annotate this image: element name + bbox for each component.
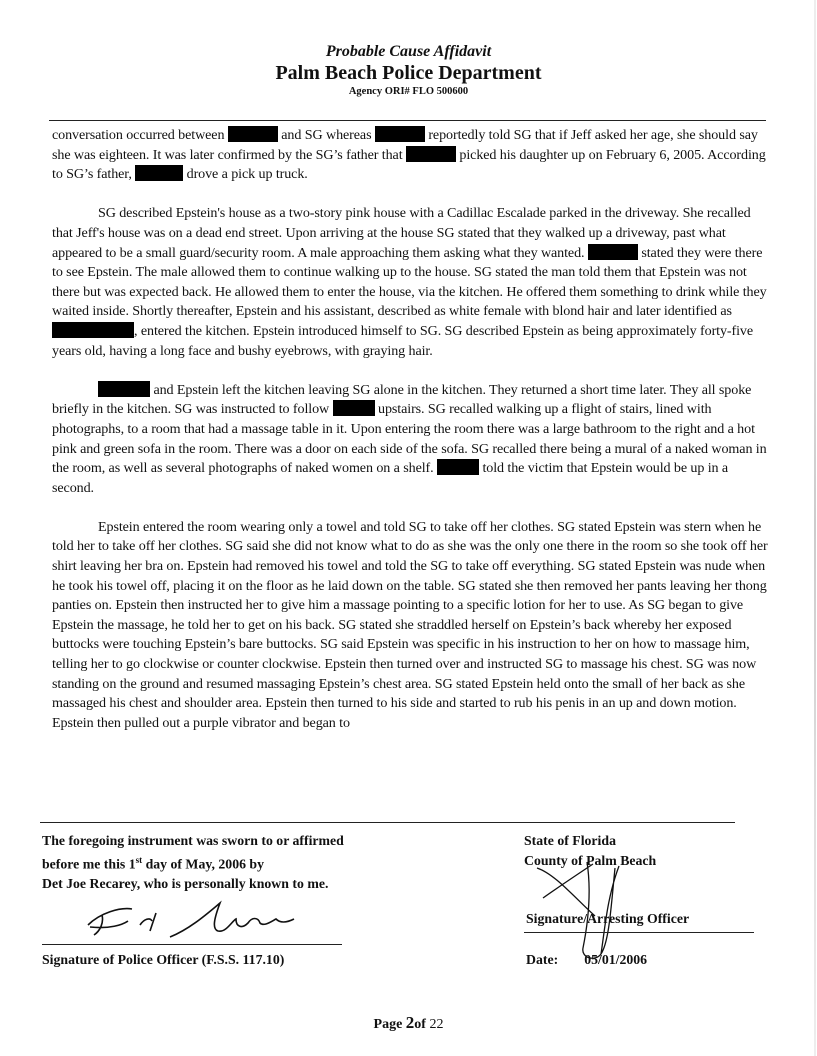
affidavit-title: Probable Cause Affidavit <box>325 43 492 60</box>
p2-text-3: , entered the kitchen. Epstein introduced himself to SG. SG described Epstein as being approximately forty-five years old, having a long face and bushy eyebrows, with graying hair. <box>52 322 754 359</box>
officer-signature-caption: Signature of Police Officer (F.S.S. 117.10) <box>42 952 285 967</box>
redaction-box <box>375 126 425 142</box>
scan-edge <box>814 0 816 1056</box>
page-current: 2 <box>405 1013 415 1032</box>
affidavit-body <box>52 126 770 753</box>
page-of: of <box>414 1017 426 1032</box>
department-name: Palm Beach Police Department <box>275 62 542 84</box>
redaction-box <box>588 244 638 260</box>
sworn-line-3: Det Joe Recarey, who is personally known to me. <box>42 875 329 891</box>
redaction-box <box>98 381 150 397</box>
redaction-box <box>333 400 375 416</box>
county-label: County of Palm Beach <box>524 852 657 868</box>
p3-text-2: upstairs. SG recalled walking up a flight of stairs, lined with photographs, to a room that had a massage table in it. Upon entering the room there was a large bathroom to the right and a hot pink and green sofa in the room. There was a door on each side of the sofa. SG recalled there being a mural of a naked woman in the room, as well as several photographs of naked women on a shelf. <box>52 401 767 477</box>
p1-text-3: reportedly told SG that if Jeff asked her age, she should say she was eighteen. It was later confirmed by the SG’s father that <box>52 127 758 163</box>
p3-text-1: and Epstein left the kitchen leaving SG alone in the kitchen. They returned a short time later. They all spoke briefly in the kitchen. SG was instructed to follow <box>52 381 752 418</box>
redaction-box <box>406 146 456 162</box>
date-label: Date: <box>526 952 559 967</box>
sworn-line-1: The foregoing instrument was sworn to or affirmed <box>42 833 344 848</box>
redaction-box <box>228 126 278 142</box>
p2-text-2: stated they were there to see Epstein. The male allowed them to continue walking up to the house. SG stated the man told them that Epstein was not there but was expected back. He allowed them to enter the house, via the kitchen. He offered them something to drink while they waited inside. Shortly thereafter, Epstein and his assistant, described as white female with blond hair and later identified as <box>52 244 767 320</box>
paragraph-2 <box>52 204 770 361</box>
redaction-box <box>437 459 479 475</box>
document-header <box>0 42 817 98</box>
agency-ori: Agency ORI# FLO 500600 <box>348 86 469 97</box>
p1-text-4: picked his daughter up on February 6, 2005. According to SG’s father, <box>52 146 766 183</box>
sworn-statement <box>42 831 462 893</box>
paragraph-1 <box>52 126 770 185</box>
page-number <box>0 1013 817 1033</box>
redaction-box <box>52 322 134 338</box>
paragraph-4: Epstein entered the room wearing only a towel and told SG to take off her clothes. SG stated Epstein was stern when he told her to take off her clothes. SG said she did not know what to do as she was the only one there in the room so she took off her shirt leaving her bra on. Epstein had removed his towel and told the SG to take off everything. SG stated Epstein was nude when he took his towel off, placing it on the floor as he laid down on the table. SG stated she then removed her pants leaving her thong panties on. Epstein then instructed her to give him a massage pointing to a specific lotion for her to use. As SG began to give Epstein the massage, he told her to get on his back. SG stated she straddled herself on Epstein’s back whereby her exposed buttocks were touching Epstein’s bare buttocks. SG said Epstein was specific in his instruction to her on how to massage him, telling her to go clockwise or counter clockwise. Epstein then turned over and instructed SG to massage his chest. SG was now standing on the ground and resumed massaging Epstein’s chest area. SG stated Epstein held onto the small of her back as she massaged his chest and shoulder area. Epstein then turned to his side and started to rub his penis in an up and down motion. Epstein then pulled out a purple vibrator and began to <box>52 518 768 731</box>
arresting-signature-line <box>524 932 754 933</box>
p1-text-1: conversation occurred between <box>52 127 225 143</box>
p3-text-3: told the victim that Epstein would be up in a second. <box>52 460 729 496</box>
p2-text-1: SG described Epstein's house as a two-story pink house with a Cadillac Escalade parked in the driveway. She recalled that Jeff's house was on a dead end street. Upon arriving at the house SG stated that they walked up a driveway, past what appeared to be a small guard/security room. A male approaching them asking what they wanted. <box>52 205 751 261</box>
header-rule <box>49 120 766 121</box>
officer-signature-line <box>42 944 342 945</box>
officer-signature <box>80 895 310 945</box>
page-label: Page <box>373 1017 403 1032</box>
arresting-signature-caption: Signature/Arresting Officer <box>526 911 690 926</box>
p1-text-2: and SG whereas <box>281 127 372 143</box>
page-total: 22 <box>429 1017 444 1032</box>
p1-text-5: drove a pick up truck. <box>186 166 308 183</box>
paragraph-3 <box>52 381 770 499</box>
date-value: 05/01/2006 <box>584 952 648 967</box>
redaction-box <box>135 165 183 181</box>
date-row <box>526 952 647 968</box>
footer-rule <box>40 822 735 823</box>
state-label: State of Florida <box>524 833 616 848</box>
sworn-line-2: before me this 1st day of May, 2006 by <box>42 854 265 872</box>
